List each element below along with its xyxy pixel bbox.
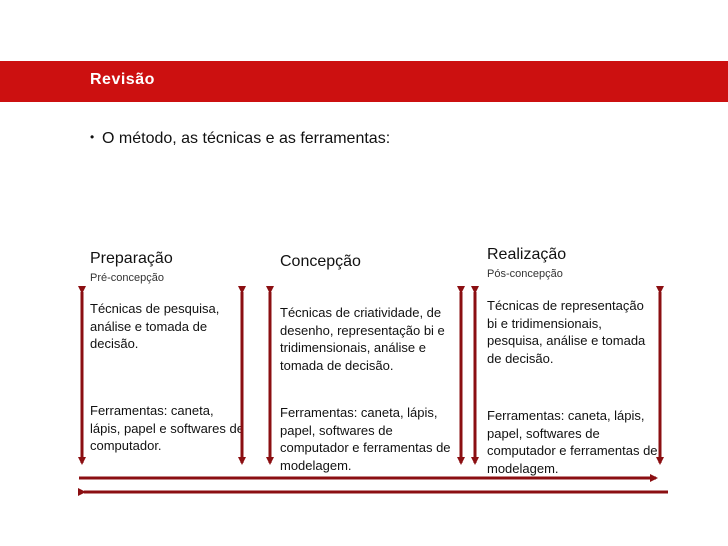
column-subheading: Pós-concepção xyxy=(487,268,563,280)
column-techniques: Técnicas de pesquisa, análise e tomada de decisão. xyxy=(90,301,220,351)
bullet-dot-icon: • xyxy=(90,130,95,144)
column-tools: Ferramentas: caneta, lápis, papel, softwares de computador e ferramentas de modelagem. xyxy=(280,405,451,473)
column-heading: Concepção xyxy=(280,253,361,270)
column-techniques: Técnicas de criatividade, de desenho, representação bi e tridimensionais, análise e tomada de decisão. xyxy=(280,305,445,373)
bullet-text: O método, as técnicas e as ferramentas: xyxy=(102,130,391,147)
slide-title: Revisão xyxy=(90,71,155,88)
column-techniques: Técnicas de representação bi e tridimensionais, pesquisa, análise e tomada de decisão. xyxy=(487,298,646,366)
column-tools: Ferramentas: caneta, lápis, papel, softwares de computador e ferramentas de modelagem. xyxy=(487,408,658,476)
column-tools: Ferramentas: caneta, lápis, papel e softwares de computador. xyxy=(90,403,244,453)
column-subheading: Pré-concepção xyxy=(90,272,164,284)
column-heading: Preparação xyxy=(90,250,173,267)
column-heading: Realização xyxy=(487,246,567,263)
